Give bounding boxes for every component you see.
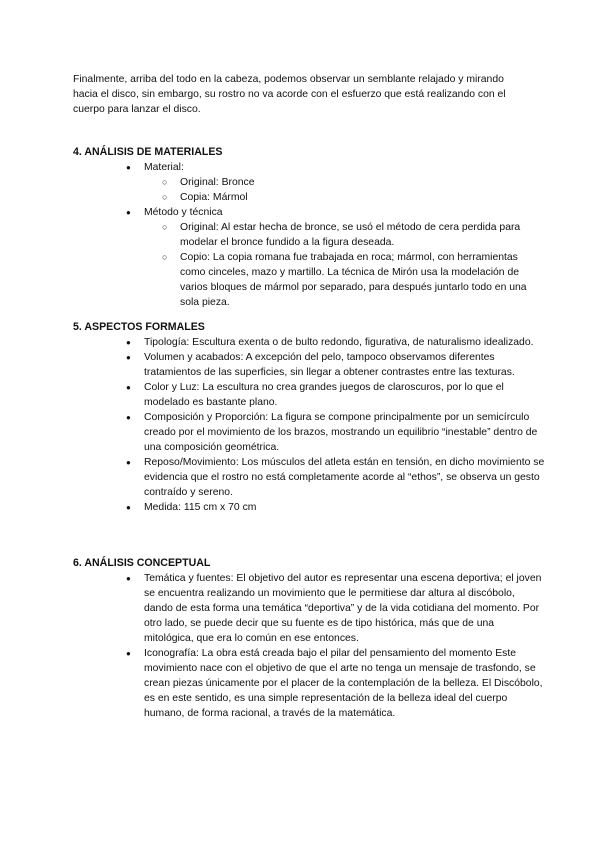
section-5-list (126, 335, 546, 515)
section-4-list (126, 160, 546, 310)
list-item: ● Composición y Proporción: La figura se compone principalmente por un semicírculo creado por el movimiento de los brazos, mostrando un equilibrio “inestable” dentro de una composición geométrica. (126, 410, 546, 455)
sublist-item: ○ Copia: Mármol (144, 190, 546, 205)
method-label: Método y técnica (144, 207, 223, 218)
list-item-material (126, 160, 546, 205)
list-item: ● Reposo/Movimiento: Los músculos del atleta están en tensión, en dicho movimiento se evidencia que el rostro no está completamente acorde al “ethos”, se observa un gesto contraído y sereno. (126, 455, 546, 500)
intro-paragraph: Finalmente, arriba del todo en la cabeza, podemos observar un semblante relajado y mirando hacia el disco, sin embargo, su rostro no va acorde con el esfuerzo que está realizando con el cuerpo para lanzar el disco. (73, 74, 506, 115)
section-5-heading: 5. ASPECTOS FORMALES (73, 321, 205, 333)
list-item-method (126, 205, 546, 310)
list-item: ● Color y Luz: La escultura no crea grandes juegos de claroscuros, por lo que el modelado es bastante plano. (126, 380, 546, 410)
section-6-heading: 6. ANÁLISIS CONCEPTUAL (73, 557, 211, 569)
method-sublist (144, 220, 546, 310)
list-item: ● Temática y fuentes: El objetivo del autor es representar una escena deportiva; el joven se encuentra realizando un movimiento que le permitiese dar altura al discóbolo, dando de esta forma una temática “deportiva” y de la vida cotidiana del momento. Por otro lado, se puede decir que su fuente es de tipo histórica, más que de una mitológica, que era lo común en ese entonces. (126, 571, 546, 646)
sublist-item: ○ Original: Bronce (144, 175, 546, 190)
sublist-item: ○ Original: Al estar hecha de bronce, se usó el método de cera perdida para modelar el bronce fundido a la figura deseada. (144, 220, 546, 250)
list-item: ● Iconografía: La obra está creada bajo el pilar del pensamiento del momento Este movimiento nace con el objetivo de que el arte no tenga un mensaje de trasfondo, se crean piezas únicamente por el placer de la contemplación de la belleza. El Discóbolo, es en este sentido, es una simple representación de la belleza ideal del cuerpo humano, de forma racional, a través de la matemática. (126, 646, 546, 721)
material-sublist (144, 175, 546, 205)
material-label: Material: (144, 162, 184, 173)
list-item: ● Tipología: Escultura exenta o de bulto redondo, figurativa, de naturalismo idealizado. (126, 335, 546, 350)
list-item: ● Medida: 115 cm x 70 cm (126, 500, 546, 515)
sublist-item: ○ Copio: La copia romana fue trabajada en roca; mármol, con herramientas como cinceles, mazo y martillo. La técnica de Mirón usa la modelación de varios bloques de mármol por separado, para después juntarlo todo en una sola pieza. (144, 250, 546, 310)
section-6-list (126, 571, 546, 721)
list-item: ● Volumen y acabados: A excepción del pelo, tampoco observamos diferentes tratamientos de las superficies, sin llegar a obtener contrastes entre las texturas. (126, 350, 546, 380)
section-4-heading: 4. ANÁLISIS DE MATERIALES (73, 146, 223, 158)
